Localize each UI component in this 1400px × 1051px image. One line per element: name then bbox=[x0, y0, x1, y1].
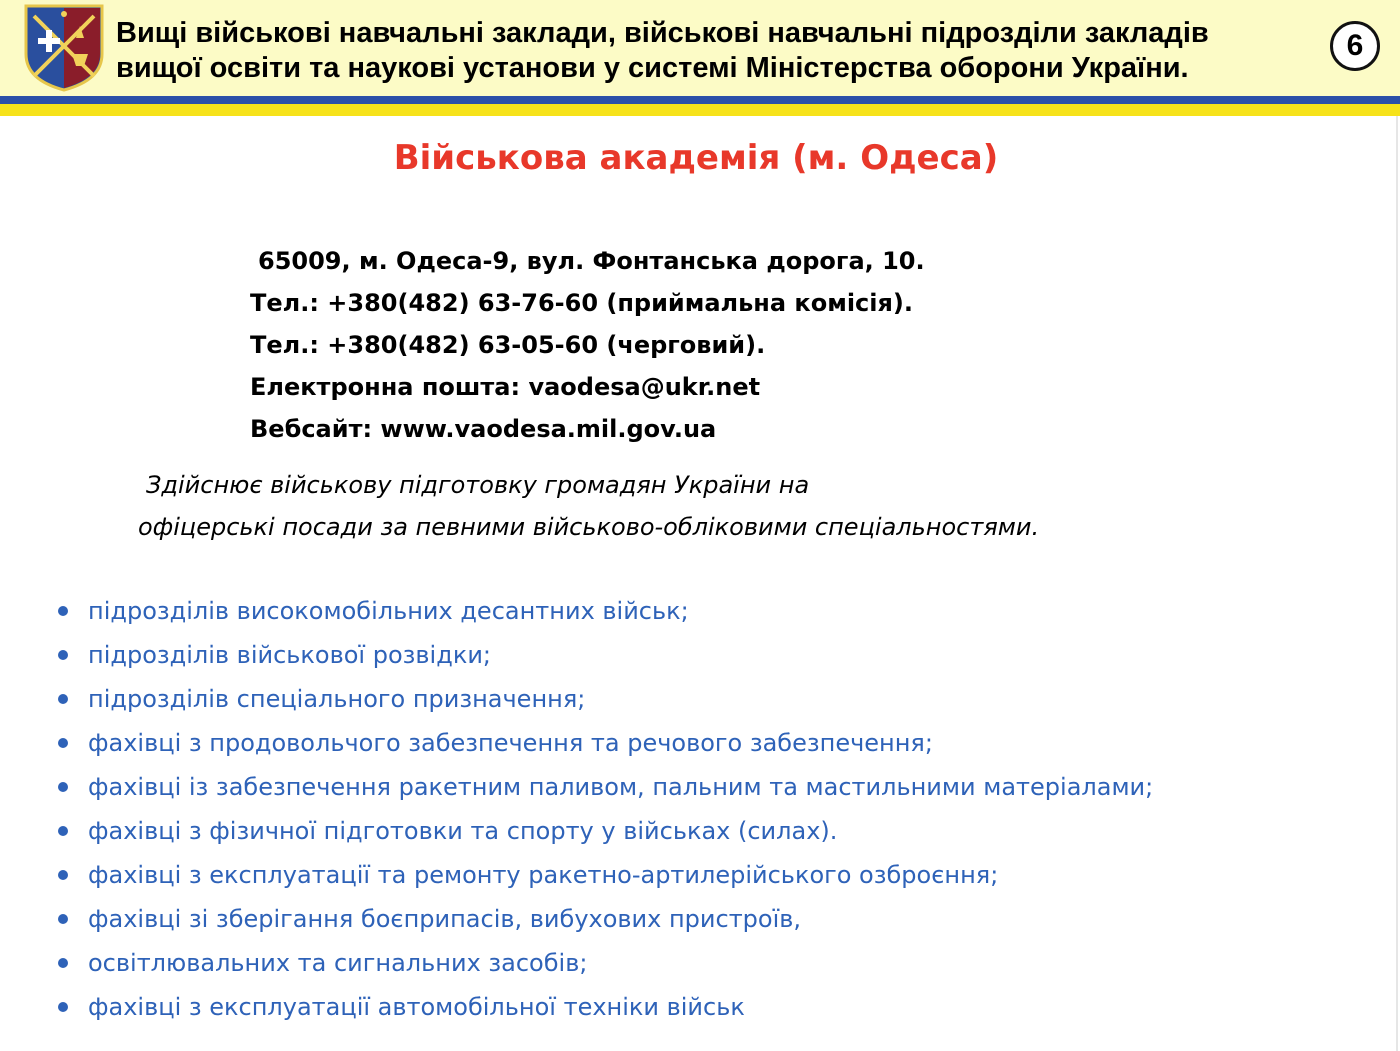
list-item-text: підрозділів високомобільних десантних військ; bbox=[88, 597, 689, 625]
list-item-text: фахівці із забезпечення ракетним паливом, пальним та мастильними матеріалами; bbox=[88, 773, 1154, 801]
bullet-icon bbox=[58, 870, 68, 880]
bullet-icon bbox=[58, 958, 68, 968]
list-item bbox=[54, 589, 1153, 633]
contact-block bbox=[250, 240, 925, 450]
list-item bbox=[54, 853, 1153, 897]
bullet-icon bbox=[58, 914, 68, 924]
list-item-text: фахівці з продовольчого забезпечення та речового забезпечення; bbox=[88, 729, 933, 757]
list-item bbox=[54, 941, 1153, 985]
description-line-2: офіцерські посади за певними військово-обліковими спеціальностями. bbox=[138, 513, 1040, 541]
list-item-text: фахівці зі зберігання боєприпасів, вибухових пристроїв, bbox=[88, 905, 802, 933]
email-text: Електронна пошта: vaodesa@ukr.net bbox=[250, 373, 761, 401]
slide-header bbox=[0, 0, 1400, 96]
phone-duty-text: Тел.: +380(482) 63-05-60 (черговий). bbox=[250, 331, 766, 359]
website-text: Вебсайт: www.vaodesa.mil.gov.ua bbox=[250, 415, 717, 443]
list-item bbox=[54, 809, 1153, 853]
list-item bbox=[54, 985, 1153, 1029]
bullet-icon bbox=[58, 606, 68, 616]
list-item bbox=[54, 897, 1153, 941]
list-item-text: освітлювальних та сигнальних засобів; bbox=[88, 949, 588, 977]
page-title: Військова академія (м. Одеса) bbox=[393, 138, 999, 178]
list-item-text: фахівці з експлуатації та ремонту ракетно-артилерійського озброєння; bbox=[88, 861, 999, 889]
bullet-icon bbox=[58, 738, 68, 748]
list-item-text: фахівці з експлуатації автомобільної техніки військ bbox=[88, 993, 745, 1021]
page-edge-divider bbox=[1396, 116, 1398, 1051]
description-block bbox=[138, 464, 1039, 548]
phone-admissions-text: Тел.: +380(482) 63-76-60 (приймальна комісія). bbox=[250, 289, 913, 317]
list-item-text: підрозділів спеціального призначення; bbox=[88, 685, 586, 713]
list-item bbox=[54, 721, 1153, 765]
bullet-icon bbox=[58, 1002, 68, 1012]
bullet-icon bbox=[58, 694, 68, 704]
ministry-of-defence-emblem-icon bbox=[24, 4, 104, 92]
header-title-line-2: вищої освіти та наукові установи у системі Міністерства оборони України. bbox=[116, 52, 1189, 84]
header-yellow-stripe bbox=[0, 104, 1400, 116]
bullet-icon bbox=[58, 782, 68, 792]
list-item-text: підрозділів військової розвідки; bbox=[88, 641, 491, 669]
bullet-icon bbox=[58, 826, 68, 836]
list-item bbox=[54, 677, 1153, 721]
page-number-badge: 6 bbox=[1330, 21, 1380, 71]
list-item-text: фахівці з фізичної підготовки та спорту у військах (силах). bbox=[88, 817, 838, 845]
list-item bbox=[54, 633, 1153, 677]
header-blue-stripe bbox=[0, 96, 1400, 104]
address-text: 65009, м. Одеса-9, вул. Фонтанська дорога, 10. bbox=[258, 247, 925, 275]
list-item bbox=[54, 765, 1153, 809]
bullet-icon bbox=[58, 650, 68, 660]
header-title bbox=[116, 16, 1306, 86]
specialties-list bbox=[54, 589, 1153, 1029]
description-line-1: Здійснює військову підготовку громадян України на bbox=[146, 471, 810, 499]
header-title-line-1: Вищі військові навчальні заклади, військові навчальні підрозділи закладів bbox=[116, 17, 1209, 49]
